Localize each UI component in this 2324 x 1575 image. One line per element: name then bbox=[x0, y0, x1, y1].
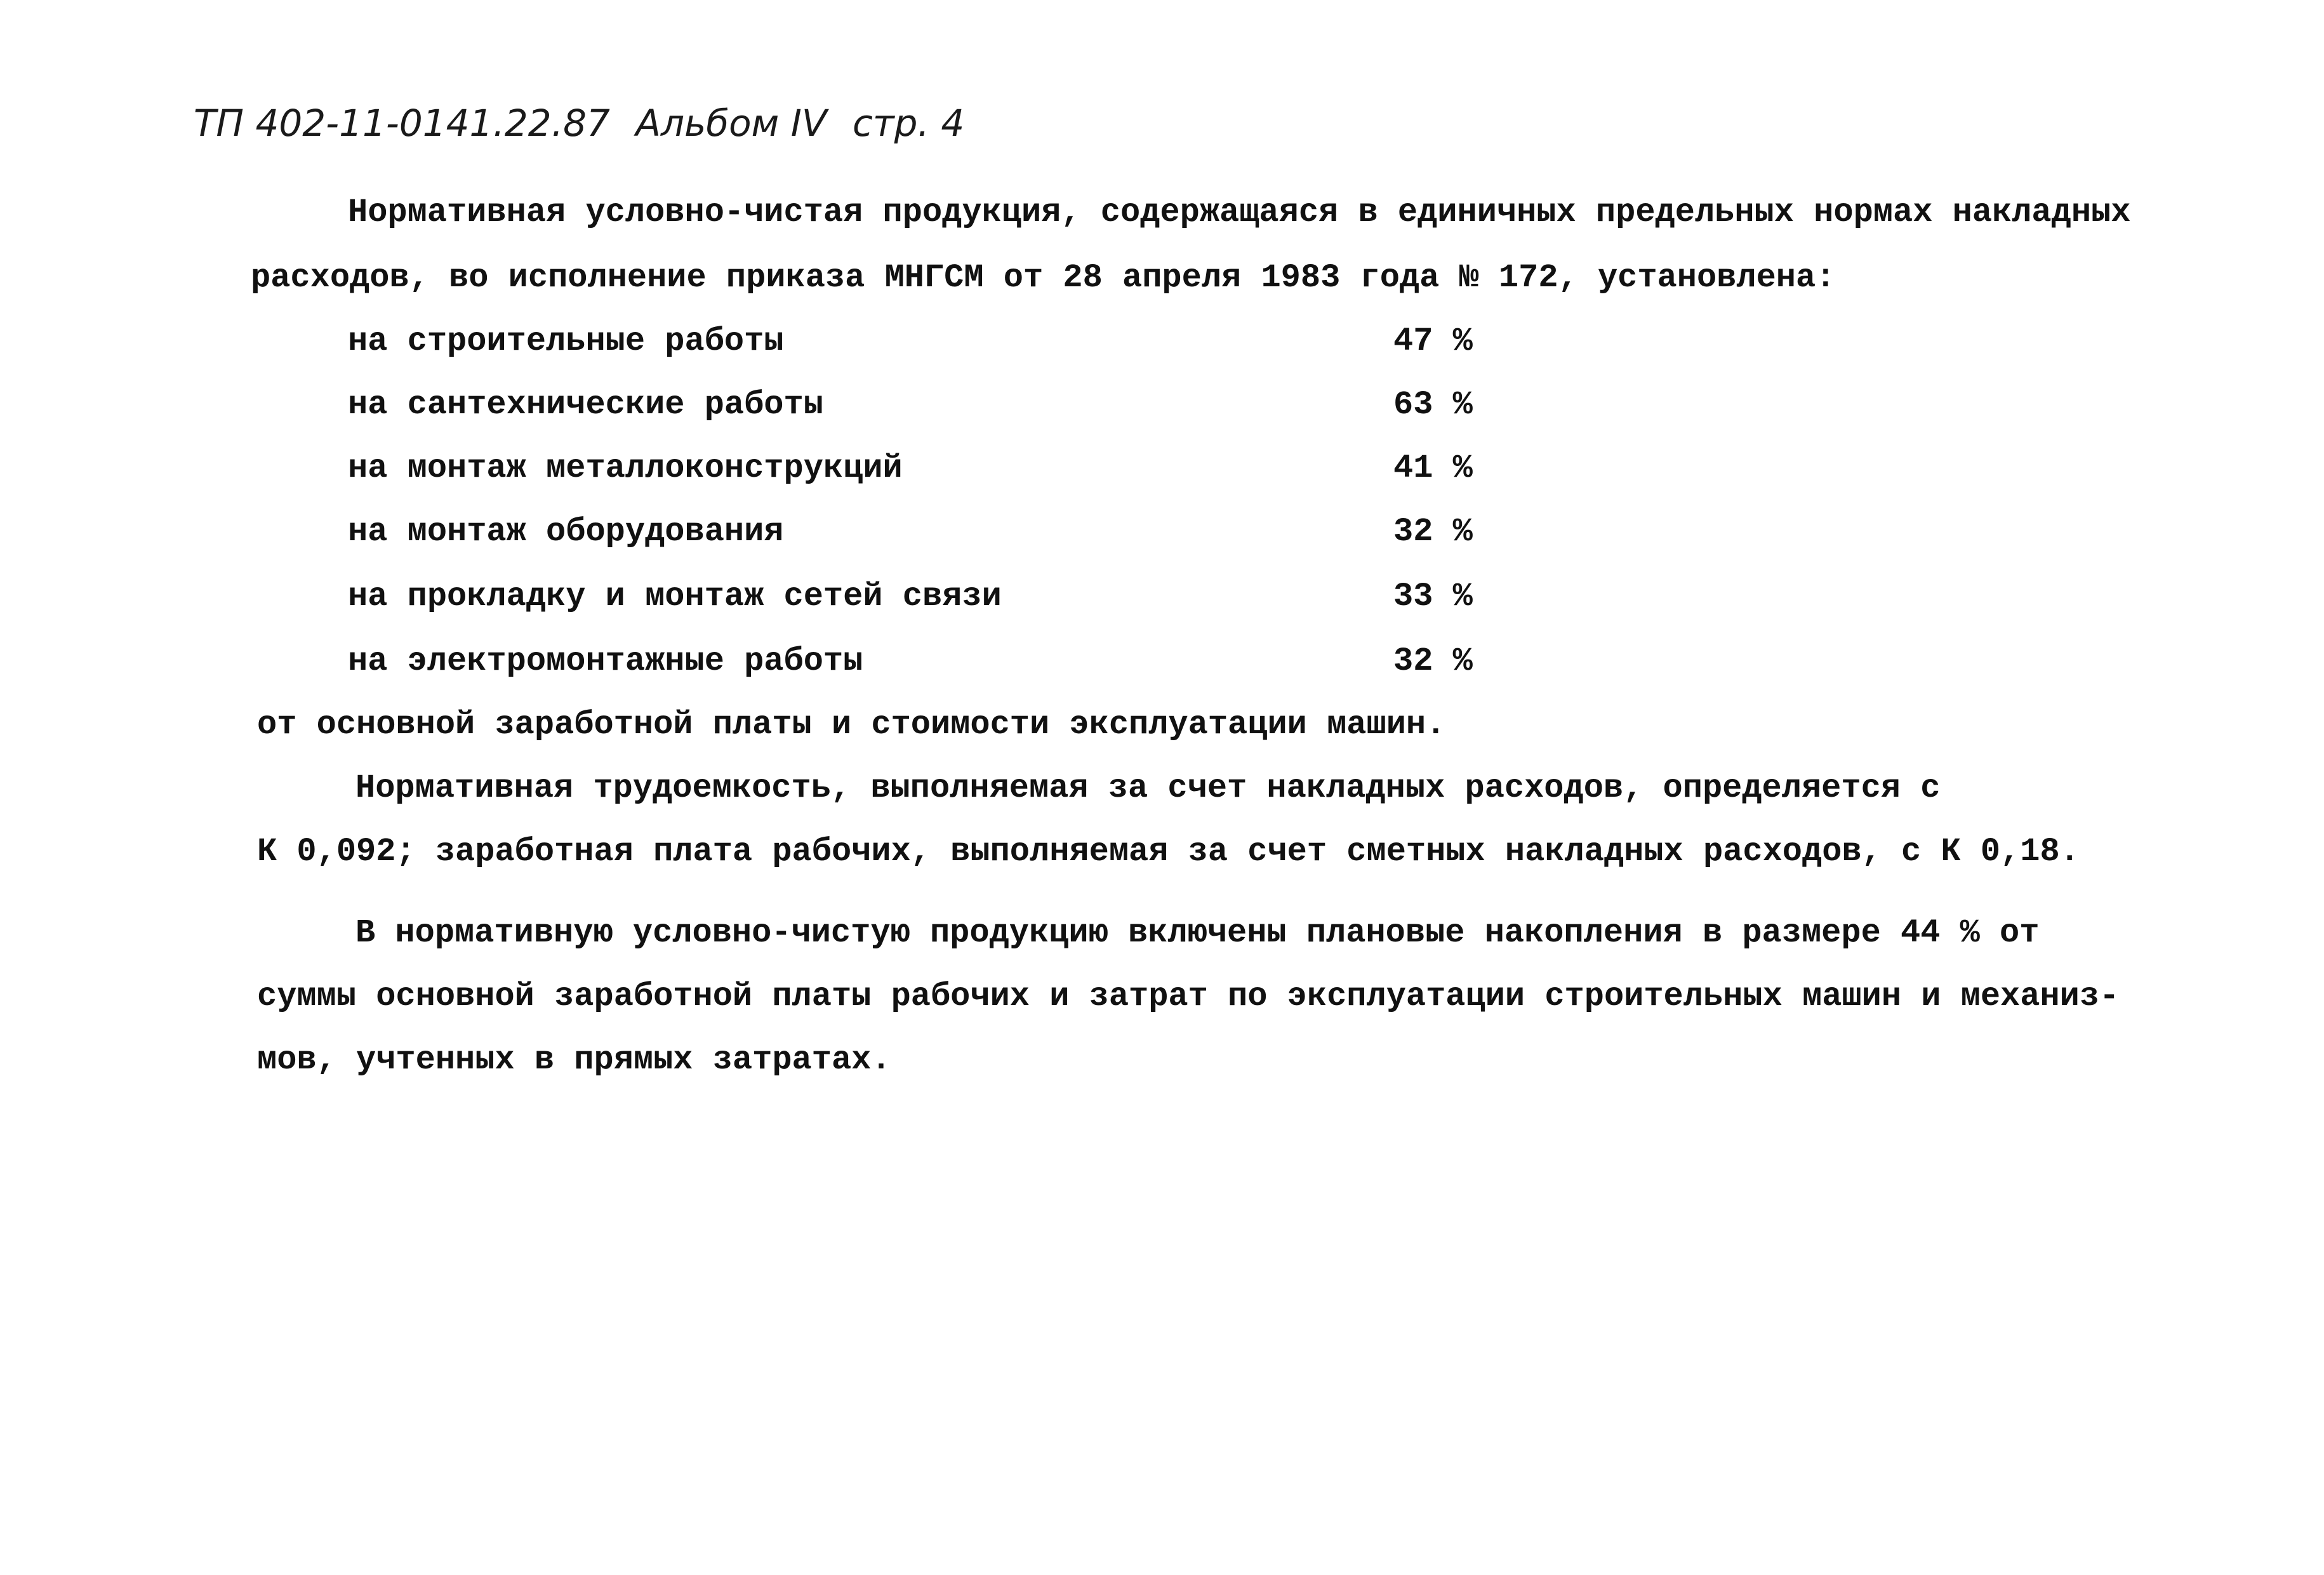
item-value-plumbing: 63 % bbox=[1393, 386, 1473, 423]
paragraph3-line1: В нормативную условно-чистую продукцию включены плановые накопления в размере 44 % от bbox=[355, 914, 2040, 952]
item-value-equipment: 32 % bbox=[1393, 513, 1473, 550]
after-list-text: от основной заработной платы и стоимости эксплуатации машин. bbox=[257, 706, 1446, 743]
page-number: стр. 4 bbox=[852, 102, 965, 145]
paragraph1-line2: расходов, во исполнение приказа МНГСМ от 28 апреля 1983 года № 172, установлена: bbox=[251, 259, 1836, 296]
item-value-steel-structures: 41 % bbox=[1393, 449, 1473, 487]
item-label-construction: на строительные работы bbox=[348, 322, 784, 360]
item-value-communication-networks: 33 % bbox=[1393, 578, 1473, 615]
item-label-plumbing: на сантехнические работы bbox=[348, 386, 823, 423]
page-header bbox=[194, 102, 978, 145]
paragraph2-line1: Нормативная трудоемкость, выполняемая за счет накладных расходов, определяется с bbox=[355, 769, 1941, 807]
paragraph3-line2: суммы основной заработной платы рабочих и затрат по эксплуатации строительных машин и механиз- bbox=[257, 978, 2120, 1015]
album-number: Альбом IV bbox=[635, 102, 827, 145]
item-label-communication-networks: на прокладку и монтаж сетей связи bbox=[348, 578, 1002, 615]
item-value-construction: 47 % bbox=[1393, 322, 1473, 360]
doc-code: ТП 402-11-0141.22.87 bbox=[194, 102, 610, 145]
item-label-electrical: на электромонтажные работы bbox=[348, 642, 863, 680]
item-label-steel-structures: на монтаж металлоконструкций bbox=[348, 449, 903, 487]
paragraph2-line2: К 0,092; заработная плата рабочих, выполняемая за счет сметных накладных расходов, с К 0,18. bbox=[257, 833, 2080, 870]
item-label-equipment: на монтаж оборудования bbox=[348, 513, 784, 550]
paragraph3-line3: мов, учтенных в прямых затратах. bbox=[257, 1041, 891, 1079]
item-value-electrical: 32 % bbox=[1393, 642, 1473, 680]
paragraph1-line1: Нормативная условно-чистая продукция, содержащаяся в единичных предельных нормах накладных bbox=[348, 194, 2131, 231]
